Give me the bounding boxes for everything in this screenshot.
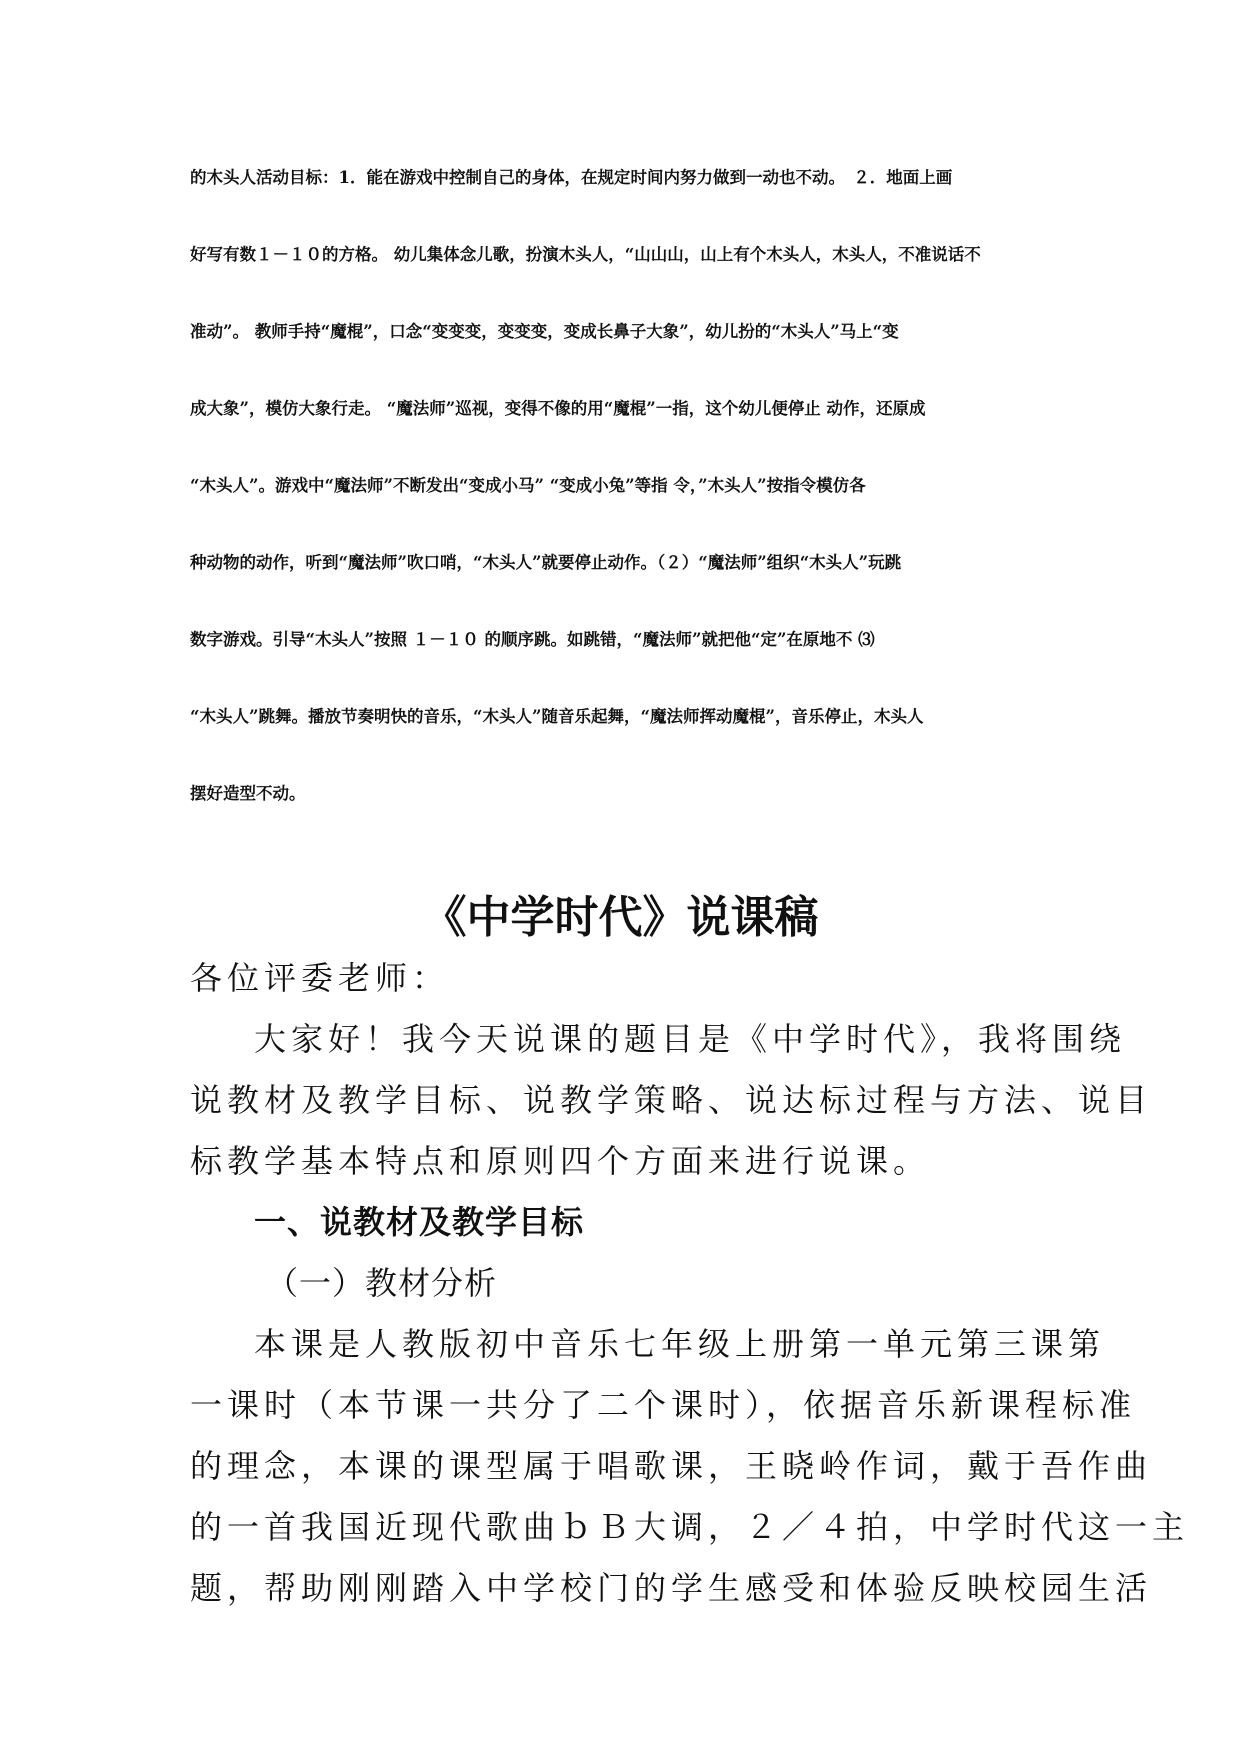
section-heading: 一、说教材及教学目标 bbox=[254, 1203, 585, 1241]
intro-line: “木头人”。游戏中“魔法师”不断发出“变成小马” “变成小兔”等指 令，”木头人”按指令模仿各 bbox=[190, 476, 866, 495]
opening-line: 说教材及教学目标、说教学策略、说达标过程与方法、说目 bbox=[190, 1081, 1153, 1119]
intro-line: “木头人”跳舞。播放节奏明快的音乐，“木头人”随音乐起舞，“魔法师挥动魔棍”，音乐停止，木头人 bbox=[190, 707, 924, 726]
analysis-line: 的理念，本课的课型属于唱歌课，王晓岭作词，戴于吾作曲 bbox=[190, 1447, 1153, 1485]
opening-line: 大家好！我今天说课的题目是《中学时代》，我将围绕 bbox=[254, 1020, 1127, 1058]
document-title: 《中学时代》说课稿 bbox=[422, 892, 819, 943]
intro-line: 种动物的动作，听到“魔法师”吹口哨，“木头人”就要停止动作。（２）“魔法师”组织“木头人”玩跳 bbox=[190, 553, 902, 572]
intro-line: 摆好造型不动。 bbox=[190, 784, 306, 803]
subsection-heading: （一）教材分析 bbox=[266, 1264, 498, 1302]
main-body bbox=[190, 955, 1190, 1626]
salutation: 各位评委老师： bbox=[190, 959, 450, 997]
opening-line: 标教学基本特点和原则四个方面来进行说课。 bbox=[190, 1142, 931, 1180]
analysis-line: 一课时（本节课一共分了二个课时），依据音乐新课程标准 bbox=[190, 1386, 1137, 1424]
intro-line: 数字游戏。引导“木头人”按照 １－１０ 的顺序跳。如跳错，“魔法师”就把他“定”在原地不 ⑶ bbox=[190, 630, 875, 649]
intro-paragraph bbox=[190, 168, 1058, 861]
analysis-line: 本课是人教版初中音乐七年级上册第一单元第三课第 bbox=[254, 1325, 1106, 1363]
intro-line: 成大象”，模仿大象行走。 “魔法师”巡视，变得不像的用“魔棍”一指，这个幼儿便停止 动作，还原成 bbox=[190, 399, 926, 418]
intro-line: 好写有数１－１０的方格。 幼儿集体念儿歌，扮演木头人，“山山山，山上有个木头人，木头人，不准说话不 bbox=[190, 245, 981, 264]
intro-line: 准动”。 教师手持“魔棍”，口念“变变变，变变变，变成长鼻子大象”，幼儿扮的“木头人”马上“变 bbox=[190, 322, 899, 341]
analysis-line: 题，帮助刚刚踏入中学校门的学生感受和体验反映校园生活 bbox=[190, 1569, 1153, 1607]
intro-line: 的木头人活动目标：1．能在游戏中控制自己的身体，在规定时间内努力做到一动也不动。 ２．地面上画 bbox=[190, 168, 953, 187]
analysis-line: 的一首我国近现代歌曲ｂＢ大调，２／４拍，中学时代这一主 bbox=[190, 1508, 1190, 1546]
